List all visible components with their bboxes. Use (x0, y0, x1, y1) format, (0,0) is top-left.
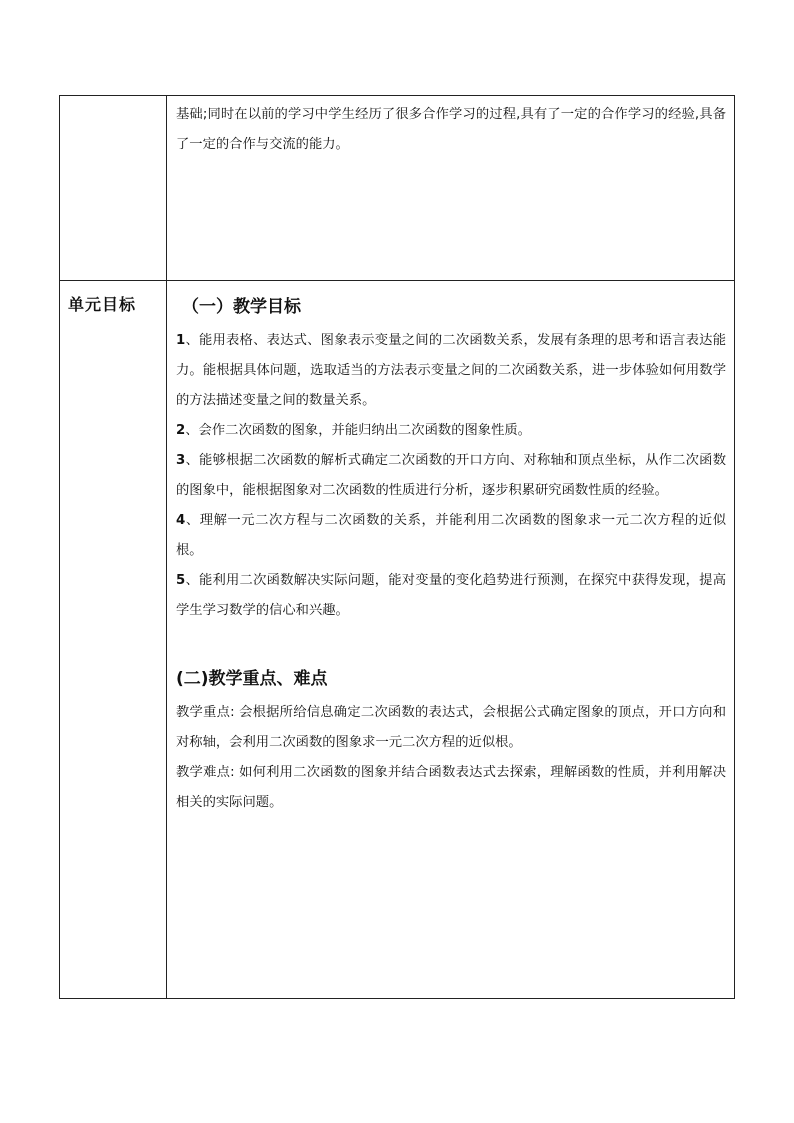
objective-text: 、能够根据二次函数的解析式确定二次函数的开口方向、对称轴和顶点坐标，从作二次函数的图象中，能根据图象对二次函数的性质进行分析，逐步积累研究函数性质的经验。 (176, 453, 726, 498)
difficulties-paragraph: 教学难点: 如何利用二次函数的图象并结合函数表达式去探索，理解函数的性质，并利用解决相关的实际问题。 (176, 765, 726, 810)
objective-number: 5 (176, 573, 186, 588)
student-basis-paragraph: 基础;同时在以前的学习中学生经历了很多合作学习的过程,具有了一定的合作学习的经验,具备了一定的合作与交流的能力。 (176, 107, 726, 152)
teaching-objectives-heading: （一）教学目标 (182, 297, 301, 317)
lesson-plan-table (59, 95, 735, 999)
objective-item-3 (176, 446, 726, 506)
unit-objectives-label: 单元目标 (68, 295, 137, 314)
objective-number: 1 (176, 333, 186, 348)
row-label-cell (60, 281, 167, 999)
row-content-cell (167, 96, 735, 281)
objective-text: 、理解一元二次方程与二次函数的关系，并能利用二次函数的图象求一元二次方程的近似根。 (176, 513, 726, 558)
row-content-cell (167, 281, 735, 999)
objective-number: 2 (176, 423, 186, 438)
row-label (60, 96, 166, 107)
table-row (60, 281, 735, 999)
objective-number: 4 (176, 513, 186, 528)
objective-text: 、会作二次函数的图象，并能归纳出二次函数的图象性质。 (185, 423, 531, 438)
objective-item-1 (176, 326, 726, 416)
table-row (60, 96, 735, 281)
key-difficult-points-heading: (二)教学重点、难点 (176, 669, 328, 689)
objective-item-5 (176, 566, 726, 626)
objective-item-2 (176, 416, 726, 446)
objective-item-4 (176, 506, 726, 566)
objective-text: 、能用表格、表达式、图象表示变量之间的二次函数关系，发展有条理的思考和语言表达能力。能根据具体问题，选取适当的方法表示变量之间的二次函数关系，进一步体验如何用数学的方法描述变量之间的数量关系。 (176, 333, 726, 408)
objective-number: 3 (176, 453, 186, 468)
key-points-paragraph: 教学重点: 会根据所给信息确定二次函数的表达式，会根据公式确定图象的顶点，开口方向和对称轴，会利用二次函数的图象求一元二次方程的近似根。 (176, 705, 726, 750)
row-label-cell (60, 96, 167, 281)
objective-text: 、能利用二次函数解决实际问题，能对变量的变化趋势进行预测，在探究中获得发现，提高学生学习数学的信心和兴趣。 (176, 573, 726, 618)
